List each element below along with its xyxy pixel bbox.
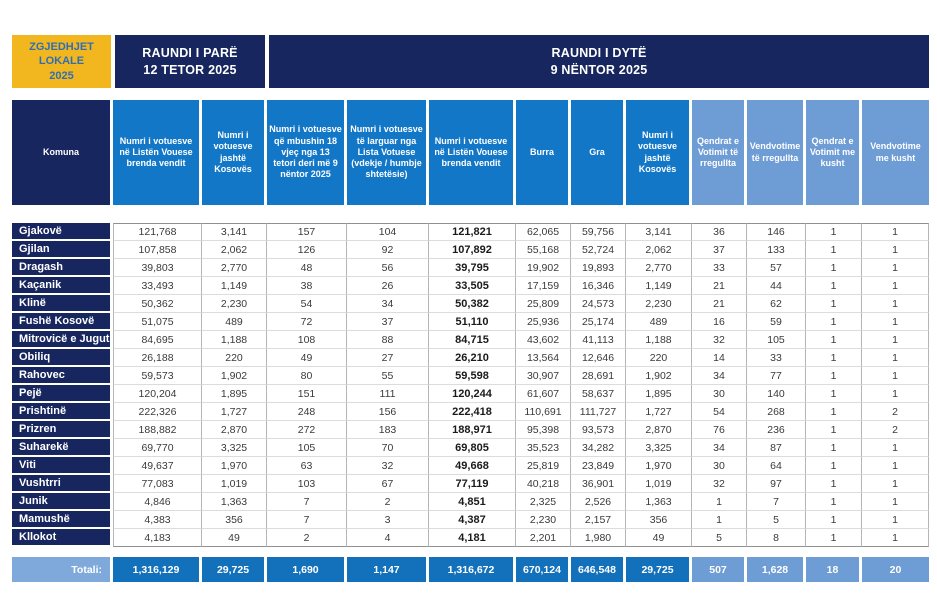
round1-header [115, 35, 265, 88]
value-cell: 268 [747, 403, 806, 421]
value-cell: 222,326 [113, 403, 202, 421]
table-row [12, 277, 929, 295]
value-cell: 1 [806, 259, 862, 277]
total-value-cell: 29,725 [202, 557, 267, 582]
totals-table [12, 557, 929, 582]
value-cell: 1 [806, 421, 862, 439]
value-cell: 1 [862, 331, 929, 349]
value-cell: 3,141 [202, 223, 267, 241]
value-cell: 35,523 [516, 439, 571, 457]
value-cell: 5 [692, 529, 747, 547]
value-cell: 121,768 [113, 223, 202, 241]
header-te-larguar: Numri i votuesve të larguar nga Lista Votuese (vdekje / humbje shtetësie) [347, 100, 429, 205]
komuna-cell: Mamushë [12, 511, 113, 529]
logo-line-1: ZGJEDHJET [29, 41, 94, 54]
value-cell: 1 [862, 493, 929, 511]
total-value-cell: 20 [862, 557, 929, 582]
value-cell: 188,971 [429, 421, 516, 439]
value-cell: 43,602 [516, 331, 571, 349]
value-cell: 2 [862, 421, 929, 439]
value-cell: 26,210 [429, 349, 516, 367]
value-cell: 4,181 [429, 529, 516, 547]
value-cell: 1,970 [626, 457, 692, 475]
value-cell: 1 [692, 493, 747, 511]
value-cell: 4,383 [113, 511, 202, 529]
value-cell: 1 [862, 223, 929, 241]
value-cell: 41,113 [571, 331, 626, 349]
value-cell: 33 [692, 259, 747, 277]
table-row [12, 421, 929, 439]
round2-subtitle: 9 NËNTOR 2025 [550, 62, 648, 77]
value-cell: 120,204 [113, 385, 202, 403]
value-cell: 1 [806, 277, 862, 295]
value-cell: 25,819 [516, 457, 571, 475]
value-cell: 105 [747, 331, 806, 349]
value-cell: 1 [806, 493, 862, 511]
value-cell: 1 [806, 295, 862, 313]
table-row [12, 403, 929, 421]
value-cell: 7 [267, 511, 347, 529]
value-cell: 111,727 [571, 403, 626, 421]
total-value-cell: 29,725 [626, 557, 692, 582]
table-row [12, 349, 929, 367]
value-cell: 56 [347, 259, 429, 277]
value-cell: 69,770 [113, 439, 202, 457]
value-cell: 183 [347, 421, 429, 439]
value-cell: 17,159 [516, 277, 571, 295]
value-cell: 111 [347, 385, 429, 403]
value-cell: 1 [862, 313, 929, 331]
value-cell: 49,637 [113, 457, 202, 475]
value-cell: 76 [692, 421, 747, 439]
value-cell: 16,346 [571, 277, 626, 295]
value-cell: 2,325 [516, 493, 571, 511]
election-table-page [12, 35, 929, 582]
value-cell: 88 [347, 331, 429, 349]
value-cell: 3,141 [626, 223, 692, 241]
value-cell: 157 [267, 223, 347, 241]
value-cell: 108 [267, 331, 347, 349]
round2-title: RAUNDI I DYTË [551, 45, 647, 60]
value-cell: 50,382 [429, 295, 516, 313]
total-value-cell: 1,147 [347, 557, 429, 582]
value-cell: 2,870 [626, 421, 692, 439]
komuna-cell: Prizren [12, 421, 113, 439]
value-cell: 19,902 [516, 259, 571, 277]
table-row [12, 223, 929, 241]
table-row [12, 241, 929, 259]
value-cell: 1,902 [202, 367, 267, 385]
value-cell: 24,573 [571, 295, 626, 313]
value-cell: 4 [347, 529, 429, 547]
value-cell: 140 [747, 385, 806, 403]
voters-table [12, 100, 929, 547]
komuna-cell: Gjakovë [12, 223, 113, 241]
value-cell: 23,849 [571, 457, 626, 475]
table-row [12, 439, 929, 457]
round2-header [269, 35, 929, 88]
value-cell: 50,362 [113, 295, 202, 313]
value-cell: 2,770 [626, 259, 692, 277]
value-cell: 1 [806, 475, 862, 493]
value-cell: 1 [862, 385, 929, 403]
value-cell: 1 [862, 529, 929, 547]
value-cell: 4,183 [113, 529, 202, 547]
value-cell: 220 [202, 349, 267, 367]
komuna-cell: Viti [12, 457, 113, 475]
header-vendvotime-rregullta: Vendvotime të rregullta [747, 100, 806, 205]
value-cell: 19,893 [571, 259, 626, 277]
value-cell: 1 [806, 241, 862, 259]
value-cell: 1 [806, 223, 862, 241]
value-cell: 1,902 [626, 367, 692, 385]
komuna-cell: Suharekë [12, 439, 113, 457]
table-body [12, 223, 929, 547]
value-cell: 1,149 [202, 277, 267, 295]
komuna-cell: Junik [12, 493, 113, 511]
value-cell: 120,244 [429, 385, 516, 403]
total-value-cell: 1,628 [747, 557, 806, 582]
value-cell: 84,715 [429, 331, 516, 349]
value-cell: 28,691 [571, 367, 626, 385]
totals-label: Totali: [12, 557, 113, 582]
value-cell: 1 [862, 349, 929, 367]
value-cell: 33,505 [429, 277, 516, 295]
value-cell: 7 [747, 493, 806, 511]
value-cell: 92 [347, 241, 429, 259]
value-cell: 36 [692, 223, 747, 241]
value-cell: 7 [267, 493, 347, 511]
value-cell: 77,119 [429, 475, 516, 493]
value-cell: 77 [747, 367, 806, 385]
value-cell: 188,882 [113, 421, 202, 439]
value-cell: 1 [862, 259, 929, 277]
value-cell: 272 [267, 421, 347, 439]
value-cell: 2,201 [516, 529, 571, 547]
value-cell: 1 [862, 475, 929, 493]
logo-line-3: 2025 [49, 69, 74, 82]
header-qendrat-me-kusht: Qendrat e Votimit me kusht [806, 100, 862, 205]
round1-title: RAUNDI I PARË [142, 45, 238, 60]
value-cell: 2,062 [626, 241, 692, 259]
value-cell: 30 [692, 385, 747, 403]
value-cell: 2,770 [202, 259, 267, 277]
header-r2-brenda-vendit: Numri i votuesve në Listën Vouese brenda vendit [429, 100, 516, 205]
header-gra: Gra [571, 100, 626, 205]
value-cell: 2,062 [202, 241, 267, 259]
value-cell: 3 [347, 511, 429, 529]
value-cell: 26 [347, 277, 429, 295]
value-cell: 16 [692, 313, 747, 331]
value-cell: 70 [347, 439, 429, 457]
value-cell: 1 [862, 511, 929, 529]
value-cell: 1,019 [202, 475, 267, 493]
value-cell: 489 [202, 313, 267, 331]
table-row [12, 529, 929, 547]
header-vendvotime-me-kusht: Vendvotime me kusht [862, 100, 929, 205]
komuna-cell: Gjilan [12, 241, 113, 259]
value-cell: 48 [267, 259, 347, 277]
value-cell: 1 [862, 457, 929, 475]
value-cell: 1 [862, 439, 929, 457]
value-cell: 1,188 [626, 331, 692, 349]
header-18-vjec: Numri i votuesve që mbushin 18 vjeç nga 13 tetori deri më 9 nëntor 2025 [267, 100, 347, 205]
value-cell: 1 [806, 511, 862, 529]
election-logo [12, 35, 111, 88]
value-cell: 1 [862, 295, 929, 313]
value-cell: 2 [862, 403, 929, 421]
value-cell: 105 [267, 439, 347, 457]
value-cell: 1 [806, 403, 862, 421]
value-cell: 1,149 [626, 277, 692, 295]
value-cell: 49,668 [429, 457, 516, 475]
value-cell: 52,724 [571, 241, 626, 259]
value-cell: 80 [267, 367, 347, 385]
komuna-cell: Prishtinë [12, 403, 113, 421]
value-cell: 2,157 [571, 511, 626, 529]
value-cell: 248 [267, 403, 347, 421]
value-cell: 1,019 [626, 475, 692, 493]
value-cell: 84,695 [113, 331, 202, 349]
total-value-cell: 646,548 [571, 557, 626, 582]
value-cell: 49 [626, 529, 692, 547]
value-cell: 1 [862, 367, 929, 385]
value-cell: 110,691 [516, 403, 571, 421]
total-value-cell: 1,316,672 [429, 557, 516, 582]
value-cell: 39,795 [429, 259, 516, 277]
table-row [12, 259, 929, 277]
value-cell: 63 [267, 457, 347, 475]
value-cell: 69,805 [429, 439, 516, 457]
komuna-cell: Pejë [12, 385, 113, 403]
total-value-cell: 670,124 [516, 557, 571, 582]
value-cell: 146 [747, 223, 806, 241]
komuna-cell: Mitrovicë e Jugut [12, 331, 113, 349]
value-cell: 104 [347, 223, 429, 241]
value-cell: 64 [747, 457, 806, 475]
value-cell: 33,493 [113, 277, 202, 295]
komuna-cell: Klinë [12, 295, 113, 313]
value-cell: 61,607 [516, 385, 571, 403]
value-cell: 39,803 [113, 259, 202, 277]
value-cell: 37 [347, 313, 429, 331]
table-row [12, 295, 929, 313]
table-row [12, 385, 929, 403]
value-cell: 55 [347, 367, 429, 385]
header-r2-jashte-kosoves: Numri i votuesve jashtë Kosovës [626, 100, 692, 205]
value-cell: 34 [692, 367, 747, 385]
komuna-cell: Rahovec [12, 367, 113, 385]
value-cell: 12,646 [571, 349, 626, 367]
value-cell: 156 [347, 403, 429, 421]
value-cell: 2,870 [202, 421, 267, 439]
value-cell: 4,851 [429, 493, 516, 511]
header-r1-jashte-kosoves: Numri i votuesve jashtë Kosovës [202, 100, 267, 205]
value-cell: 3,325 [626, 439, 692, 457]
value-cell: 3,325 [202, 439, 267, 457]
value-cell: 54 [267, 295, 347, 313]
value-cell: 97 [747, 475, 806, 493]
value-cell: 72 [267, 313, 347, 331]
value-cell: 103 [267, 475, 347, 493]
value-cell: 77,083 [113, 475, 202, 493]
table-row [12, 313, 929, 331]
value-cell: 87 [747, 439, 806, 457]
value-cell: 49 [267, 349, 347, 367]
header-komuna: Komuna [12, 100, 113, 205]
value-cell: 62,065 [516, 223, 571, 241]
value-cell: 1,727 [626, 403, 692, 421]
value-cell: 93,573 [571, 421, 626, 439]
value-cell: 126 [267, 241, 347, 259]
value-cell: 51,075 [113, 313, 202, 331]
header-body-gap [12, 205, 929, 223]
header-r1-brenda-vendit: Numri i votuesve në Listën Vouese brenda vendit [113, 100, 202, 205]
round1-subtitle: 12 TETOR 2025 [143, 62, 237, 77]
value-cell: 2 [267, 529, 347, 547]
value-cell: 62 [747, 295, 806, 313]
value-cell: 4,387 [429, 511, 516, 529]
value-cell: 1 [806, 331, 862, 349]
value-cell: 32 [347, 457, 429, 475]
value-cell: 38 [267, 277, 347, 295]
value-cell: 25,809 [516, 295, 571, 313]
value-cell: 54 [692, 403, 747, 421]
value-cell: 1,895 [202, 385, 267, 403]
value-cell: 2 [347, 493, 429, 511]
value-cell: 356 [202, 511, 267, 529]
value-cell: 32 [692, 331, 747, 349]
value-cell: 1,980 [571, 529, 626, 547]
total-value-cell: 507 [692, 557, 747, 582]
value-cell: 1 [862, 241, 929, 259]
value-cell: 107,858 [113, 241, 202, 259]
value-cell: 8 [747, 529, 806, 547]
value-cell: 1 [862, 277, 929, 295]
value-cell: 1,363 [202, 493, 267, 511]
value-cell: 2,230 [516, 511, 571, 529]
value-cell: 1 [806, 313, 862, 331]
value-cell: 40,218 [516, 475, 571, 493]
value-cell: 151 [267, 385, 347, 403]
value-cell: 34,282 [571, 439, 626, 457]
table-row [12, 367, 929, 385]
value-cell: 2,230 [626, 295, 692, 313]
value-cell: 1,363 [626, 493, 692, 511]
value-cell: 37 [692, 241, 747, 259]
value-cell: 59,573 [113, 367, 202, 385]
value-cell: 25,174 [571, 313, 626, 331]
value-cell: 220 [626, 349, 692, 367]
column-header-row [12, 100, 929, 205]
value-cell: 2,230 [202, 295, 267, 313]
komuna-cell: Kaçanik [12, 277, 113, 295]
value-cell: 67 [347, 475, 429, 493]
value-cell: 133 [747, 241, 806, 259]
value-cell: 30,907 [516, 367, 571, 385]
value-cell: 95,398 [516, 421, 571, 439]
value-cell: 236 [747, 421, 806, 439]
komuna-cell: Fushë Kosovë [12, 313, 113, 331]
komuna-cell: Vushtrri [12, 475, 113, 493]
value-cell: 5 [747, 511, 806, 529]
total-value-cell: 18 [806, 557, 862, 582]
total-value-cell: 1,316,129 [113, 557, 202, 582]
komuna-cell: Dragash [12, 259, 113, 277]
table-row [12, 475, 929, 493]
value-cell: 1,895 [626, 385, 692, 403]
value-cell: 1 [806, 367, 862, 385]
value-cell: 26,188 [113, 349, 202, 367]
value-cell: 2,526 [571, 493, 626, 511]
value-cell: 34 [347, 295, 429, 313]
value-cell: 32 [692, 475, 747, 493]
value-cell: 1 [806, 439, 862, 457]
value-cell: 55,168 [516, 241, 571, 259]
table-row [12, 331, 929, 349]
banner [12, 35, 929, 88]
value-cell: 356 [626, 511, 692, 529]
logo-line-2: LOKALE [38, 55, 85, 68]
header-burra: Burra [516, 100, 571, 205]
value-cell: 1 [806, 457, 862, 475]
table-row [12, 457, 929, 475]
value-cell: 27 [347, 349, 429, 367]
komuna-cell: Kllokot [12, 529, 113, 547]
header-qendrat-rregullta: Qendrat e Votimit të rregullta [692, 100, 747, 205]
total-value-cell: 1,690 [267, 557, 347, 582]
value-cell: 1,970 [202, 457, 267, 475]
value-cell: 44 [747, 277, 806, 295]
value-cell: 21 [692, 295, 747, 313]
value-cell: 1,188 [202, 331, 267, 349]
value-cell: 222,418 [429, 403, 516, 421]
value-cell: 59,756 [571, 223, 626, 241]
value-cell: 121,821 [429, 223, 516, 241]
value-cell: 1,727 [202, 403, 267, 421]
value-cell: 489 [626, 313, 692, 331]
value-cell: 13,564 [516, 349, 571, 367]
totals-row [12, 557, 929, 582]
value-cell: 59,598 [429, 367, 516, 385]
value-cell: 58,637 [571, 385, 626, 403]
value-cell: 107,892 [429, 241, 516, 259]
value-cell: 33 [747, 349, 806, 367]
value-cell: 4,846 [113, 493, 202, 511]
value-cell: 1 [806, 385, 862, 403]
value-cell: 30 [692, 457, 747, 475]
value-cell: 14 [692, 349, 747, 367]
value-cell: 51,110 [429, 313, 516, 331]
value-cell: 1 [806, 529, 862, 547]
value-cell: 25,936 [516, 313, 571, 331]
komuna-cell: Obiliq [12, 349, 113, 367]
table-row [12, 511, 929, 529]
value-cell: 49 [202, 529, 267, 547]
value-cell: 1 [692, 511, 747, 529]
value-cell: 57 [747, 259, 806, 277]
table-row [12, 493, 929, 511]
value-cell: 59 [747, 313, 806, 331]
value-cell: 21 [692, 277, 747, 295]
value-cell: 1 [806, 349, 862, 367]
value-cell: 36,901 [571, 475, 626, 493]
value-cell: 34 [692, 439, 747, 457]
